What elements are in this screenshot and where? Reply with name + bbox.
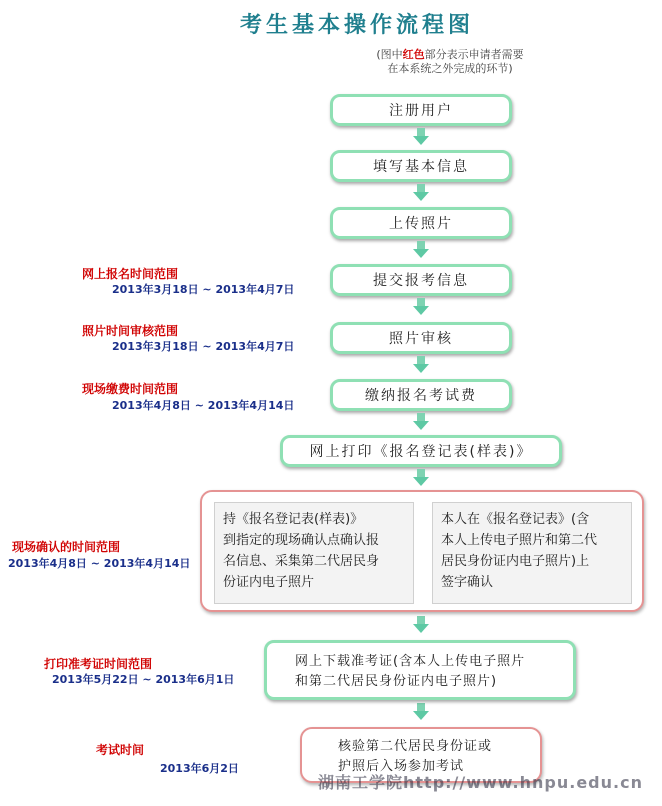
confirm-right-line: 本人在《报名登记表》(含 (441, 512, 590, 527)
exam-line: 护照后入场参加考试 (338, 759, 465, 774)
onsite-confirm-time-title: 现场确认的时间范围 (12, 540, 121, 554)
exam-time-range: 2013年6月2日 (160, 762, 239, 775)
print-ticket-time-title: 打印准考证时间范围 (44, 657, 153, 671)
step-print-form: 网上打印《报名登记表(样表)》 (280, 435, 562, 467)
confirm-right-line: 居民身份证内电子照片)上 (441, 554, 590, 569)
confirm-right-panel (432, 502, 632, 604)
confirm-left-line: 名信息、采集第二代居民身 (223, 554, 380, 569)
photo-review-time-title: 照片时间审核范围 (82, 324, 179, 338)
online-registration-time-title: 网上报名时间范围 (82, 267, 179, 281)
photo-review-time-range: 2013年3月18日 ~ 2013年4月7日 (112, 340, 295, 353)
download-line: 和第二代居民身份证内电子照片) (295, 674, 498, 689)
diagram-title: 考生基本操作流程图 (240, 13, 475, 38)
step-download-ticket (264, 640, 576, 700)
step-pay-fee: 缴纳报名考试费 (330, 379, 512, 411)
confirm-right-line: 本人上传电子照片和第二代 (441, 533, 598, 548)
confirm-left-line: 到指定的现场确认点确认报 (223, 533, 380, 548)
confirm-left-line: 持《报名登记表(样表)》 (223, 512, 364, 527)
note-line2: 在本系统之外完成的环节) (387, 62, 513, 75)
confirm-right-line: 签字确认 (441, 575, 494, 590)
confirm-left-line: 份证内电子照片 (223, 575, 315, 590)
exam-line: 核验第二代居民身份证或 (338, 739, 493, 754)
step-photo-review: 照片审核 (330, 322, 512, 354)
onsite-payment-time-title: 现场缴费时间范围 (82, 382, 179, 396)
online-registration-time-range: 2013年3月18日 ~ 2013年4月7日 (112, 283, 295, 296)
note-highlight: 红色 (402, 48, 425, 61)
print-ticket-time-range: 2013年5月22日 ~ 2013年6月1日 (52, 673, 235, 686)
onsite-payment-time-range: 2013年4月8日 ~ 2013年4月14日 (112, 399, 295, 412)
onsite-confirm-time-range: 2013年4月8日 ~ 2013年4月14日 (8, 557, 191, 570)
step-register-user: 注册用户 (330, 94, 512, 126)
step-fill-basic-info: 填写基本信息 (330, 150, 512, 182)
confirm-left-panel (214, 502, 414, 604)
step-upload-photo: 上传照片 (330, 207, 512, 239)
watermark: 湖南工学院http://www.hnpu.edu.cn (318, 773, 643, 792)
note-prefix: (图中 (376, 48, 403, 61)
legend-note (330, 48, 570, 76)
download-line: 网上下载准考证(含本人上传电子照片 (295, 654, 526, 669)
onsite-confirm-box (200, 490, 644, 612)
step-submit-info: 提交报考信息 (330, 264, 512, 296)
note-suffix: 部分表示申请者需要 (424, 48, 524, 61)
exam-time-title: 考试时间 (96, 743, 145, 757)
